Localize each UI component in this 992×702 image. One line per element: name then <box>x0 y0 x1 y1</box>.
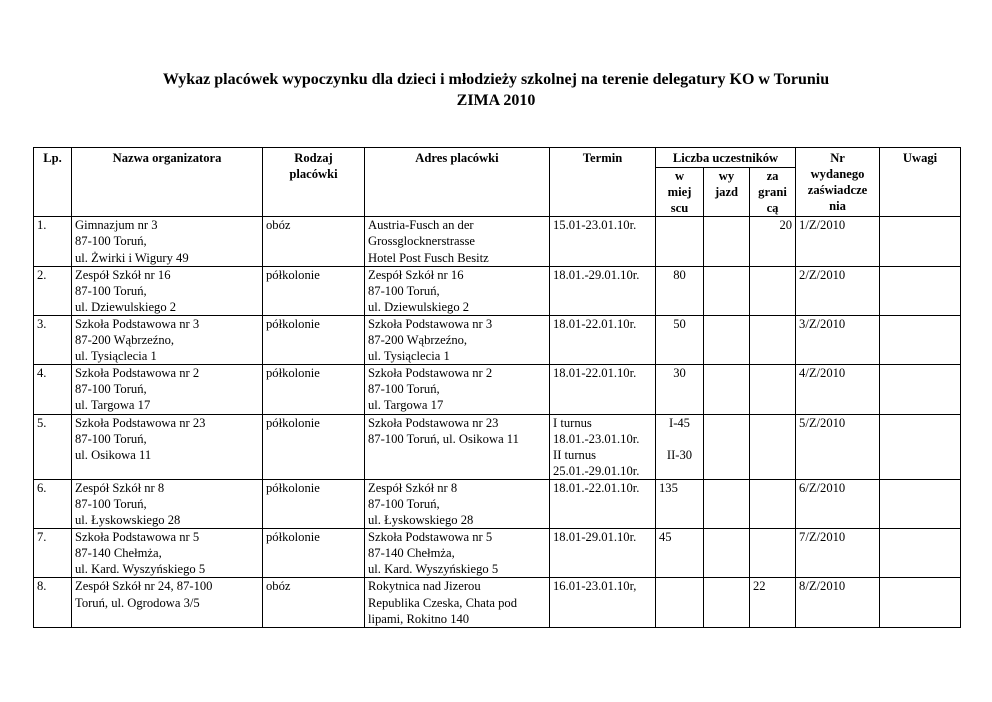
cell-address <box>365 479 550 528</box>
cell-organizer-line: 87-100 Toruń, <box>75 382 147 397</box>
cell-organizer <box>72 529 263 578</box>
cell-address <box>365 266 550 315</box>
cell-notes <box>880 315 961 364</box>
cell-abroad <box>750 266 796 315</box>
cell-organizer-line: Szkoła Podstawowa nr 2 <box>75 366 200 381</box>
cell-term <box>550 529 656 578</box>
cell-term <box>550 217 656 266</box>
cell-lp: 4. <box>34 365 72 414</box>
cell-notes <box>880 578 961 627</box>
cell-lp: 1. <box>34 217 72 266</box>
cell-local-line: 50 <box>673 316 686 331</box>
header-participants: Liczba uczestników <box>656 148 796 168</box>
header-notes: Uwagi <box>880 148 961 217</box>
cell-organizer-line: 87-100 Toruń, <box>75 234 147 249</box>
cell-notes <box>880 266 961 315</box>
cell-organizer-line: ul. Osikowa 11 <box>75 447 152 462</box>
table-row <box>34 479 961 528</box>
cell-local-line: 80 <box>673 267 686 282</box>
header-lp: Lp. <box>34 148 72 217</box>
cell-lp: 2. <box>34 266 72 315</box>
cell-facility-type: obóz <box>263 578 365 627</box>
cell-term <box>550 266 656 315</box>
cell-address-line: ul. Targowa 17 <box>368 398 444 413</box>
cell-address-line: ul. Kard. Wyszyńskiego 5 <box>368 562 499 577</box>
cell-organizer-line: 87-140 Chełmża, <box>75 546 162 561</box>
document-title: Wykaz placówek wypoczynku dla dzieci i młodzieży szkolnej na terenie delegatury KO w Toruniu <box>162 71 830 88</box>
cell-local <box>656 479 704 528</box>
cell-abroad <box>750 529 796 578</box>
cell-local-line: II-30 <box>666 447 693 462</box>
cell-lp: 3. <box>34 315 72 364</box>
cell-facility-type: półkolonie <box>263 266 365 315</box>
cell-address-line: 87-200 Wąbrzeźno, <box>368 333 468 348</box>
cell-local <box>656 217 704 266</box>
cell-certificate-no: 6/Z/2010 <box>796 479 880 528</box>
facilities-table <box>33 147 961 628</box>
cell-address <box>365 578 550 627</box>
cell-address-line: ul. Tysiąclecia 1 <box>368 349 450 364</box>
header-trips: wy jazd <box>704 168 750 217</box>
table-row <box>34 529 961 578</box>
cell-local-line: I-45 <box>669 415 690 430</box>
cell-certificate-no: 4/Z/2010 <box>796 365 880 414</box>
table-row <box>34 217 961 266</box>
cell-abroad <box>750 479 796 528</box>
cell-abroad <box>750 414 796 479</box>
cell-address-line: Zespół Szkół nr 16 <box>368 267 464 282</box>
cell-local <box>656 365 704 414</box>
table-row <box>34 578 961 627</box>
header-facility-type: Rodzaj placówki <box>263 148 365 217</box>
cell-address <box>365 365 550 414</box>
cell-term <box>550 414 656 479</box>
cell-trips <box>704 365 750 414</box>
cell-organizer-line: Toruń, ul. Ogrodowa 3/5 <box>75 595 200 610</box>
cell-local-line: 135 <box>659 480 678 495</box>
cell-term <box>550 578 656 627</box>
cell-local-line <box>659 431 700 447</box>
header-local: w miej scu <box>656 168 704 217</box>
cell-term-line: 18.01.-22.01.10r. <box>553 480 640 495</box>
cell-term <box>550 365 656 414</box>
cell-facility-type: półkolonie <box>263 414 365 479</box>
cell-organizer-line: ul. Żwirki i Wigury 49 <box>75 250 189 265</box>
cell-facility-type: półkolonie <box>263 529 365 578</box>
cell-lp: 6. <box>34 479 72 528</box>
cell-organizer <box>72 315 263 364</box>
cell-organizer <box>72 578 263 627</box>
cell-term-line: 25.01.-29.01.10r. <box>553 463 640 478</box>
cell-local <box>656 529 704 578</box>
header-organizer: Nazwa organizatora <box>72 148 263 217</box>
cell-term-line: 16.01-23.01.10r, <box>553 579 637 594</box>
cell-address-line: ul. Dziewulskiego 2 <box>368 299 470 314</box>
cell-local-line: 30 <box>673 366 686 381</box>
cell-certificate-no: 5/Z/2010 <box>796 414 880 479</box>
cell-organizer-line: 87-200 Wąbrzeźno, <box>75 333 175 348</box>
cell-facility-type: półkolonie <box>263 315 365 364</box>
cell-organizer <box>72 365 263 414</box>
cell-term-line: 15.01-23.01.10r. <box>553 218 637 233</box>
cell-trips <box>704 479 750 528</box>
cell-address-line: 87-140 Chełmża, <box>368 546 455 561</box>
cell-address-line: Szkoła Podstawowa nr 5 <box>368 530 493 545</box>
cell-lp: 8. <box>34 578 72 627</box>
cell-trips <box>704 578 750 627</box>
cell-address-line: Rokytnica nad Jizerou <box>368 579 481 594</box>
cell-abroad: 22 <box>750 578 796 627</box>
document-subtitle: ZIMA 2010 <box>456 92 536 109</box>
table-row <box>34 365 961 414</box>
cell-term-line: 18.01-22.01.10r. <box>553 316 637 331</box>
cell-notes <box>880 479 961 528</box>
cell-address <box>365 529 550 578</box>
cell-abroad <box>750 365 796 414</box>
cell-notes <box>880 529 961 578</box>
cell-address-line: Zespół Szkół nr 8 <box>368 480 458 495</box>
cell-organizer-line: ul. Targowa 17 <box>75 398 151 413</box>
cell-organizer-line: Gimnazjum nr 3 <box>75 218 158 233</box>
cell-address-line: 87-100 Toruń, <box>368 382 440 397</box>
cell-address-line: Szkoła Podstawowa nr 3 <box>368 316 493 331</box>
cell-trips <box>704 414 750 479</box>
cell-organizer-line: Zespół Szkół nr 16 <box>75 267 171 282</box>
cell-facility-type: obóz <box>263 217 365 266</box>
table-row <box>34 315 961 364</box>
cell-address-line: ul. Łyskowskiego 28 <box>368 513 474 528</box>
cell-notes <box>880 365 961 414</box>
cell-organizer-line: Szkoła Podstawowa nr 23 <box>75 415 206 430</box>
cell-organizer-line: Szkoła Podstawowa nr 5 <box>75 530 200 545</box>
cell-address-line: Austria-Fusch an der <box>368 218 474 233</box>
header-address: Adres placówki <box>365 148 550 217</box>
cell-trips <box>704 315 750 364</box>
table-row <box>34 414 961 479</box>
cell-organizer-line: ul. Łyskowskiego 28 <box>75 513 181 528</box>
cell-term-line: II turnus <box>553 447 597 462</box>
cell-address-line: Szkoła Podstawowa nr 23 <box>368 415 499 430</box>
cell-abroad <box>750 315 796 364</box>
cell-organizer <box>72 217 263 266</box>
cell-organizer-line: ul. Kard. Wyszyńskiego 5 <box>75 562 206 577</box>
cell-term <box>550 479 656 528</box>
cell-certificate-no: 2/Z/2010 <box>796 266 880 315</box>
cell-address-line: Republika Czeska, Chata pod <box>368 595 517 610</box>
cell-term-line: 18.01.-29.01.10r. <box>553 267 640 282</box>
cell-address-line: lipami, Rokitno 140 <box>368 611 470 626</box>
header-term: Termin <box>550 148 656 217</box>
cell-address-line: Hotel Post Fusch Besitz <box>368 250 489 265</box>
cell-local <box>656 266 704 315</box>
header-abroad: za grani cą <box>750 168 796 217</box>
cell-trips <box>704 266 750 315</box>
cell-lp: 5. <box>34 414 72 479</box>
cell-certificate-no: 7/Z/2010 <box>796 529 880 578</box>
cell-facility-type: półkolonie <box>263 479 365 528</box>
cell-address <box>365 414 550 479</box>
cell-organizer-line: 87-100 Toruń, <box>75 283 147 298</box>
cell-organizer-line: ul. Dziewulskiego 2 <box>75 299 177 314</box>
cell-abroad: 20 <box>750 217 796 266</box>
cell-local <box>656 414 704 479</box>
cell-organizer-line: Szkoła Podstawowa nr 3 <box>75 316 200 331</box>
cell-term-line: 18.01.-23.01.10r. <box>553 431 640 446</box>
cell-organizer <box>72 414 263 479</box>
cell-organizer <box>72 479 263 528</box>
cell-organizer-line: 87-100 Toruń, <box>75 431 147 446</box>
cell-term-line: 18.01-22.01.10r. <box>553 366 637 381</box>
cell-certificate-no: 8/Z/2010 <box>796 578 880 627</box>
cell-certificate-no: 3/Z/2010 <box>796 315 880 364</box>
cell-certificate-no: 1/Z/2010 <box>796 217 880 266</box>
header-certificate-no: Nr wydanego zaświadcze nia <box>796 148 880 217</box>
cell-term-line: 18.01-29.01.10r. <box>553 530 637 545</box>
cell-lp: 7. <box>34 529 72 578</box>
cell-address-line: Grossglocknerstrasse <box>368 234 476 249</box>
cell-notes <box>880 217 961 266</box>
table-body <box>34 217 961 627</box>
table-row <box>34 266 961 315</box>
cell-organizer <box>72 266 263 315</box>
cell-address <box>365 315 550 364</box>
cell-organizer-line: ul. Tysiąclecia 1 <box>75 349 157 364</box>
cell-local-line: 45 <box>659 530 672 545</box>
cell-trips <box>704 217 750 266</box>
cell-facility-type: półkolonie <box>263 365 365 414</box>
cell-local <box>656 578 704 627</box>
cell-organizer-line: Zespół Szkół nr 8 <box>75 480 165 495</box>
cell-organizer-line: Zespół Szkół nr 24, 87-100 <box>75 579 213 594</box>
cell-term <box>550 315 656 364</box>
cell-local <box>656 315 704 364</box>
cell-address-line: 87-100 Toruń, <box>368 283 440 298</box>
cell-address-line: Szkoła Podstawowa nr 2 <box>368 366 493 381</box>
cell-term-line: I turnus <box>553 415 592 430</box>
cell-address <box>365 217 550 266</box>
cell-organizer-line: 87-100 Toruń, <box>75 496 147 511</box>
cell-trips <box>704 529 750 578</box>
cell-address-line: 87-100 Toruń, <box>368 496 440 511</box>
cell-address-line: 87-100 Toruń, ul. Osikowa 11 <box>368 431 519 446</box>
cell-notes <box>880 414 961 479</box>
